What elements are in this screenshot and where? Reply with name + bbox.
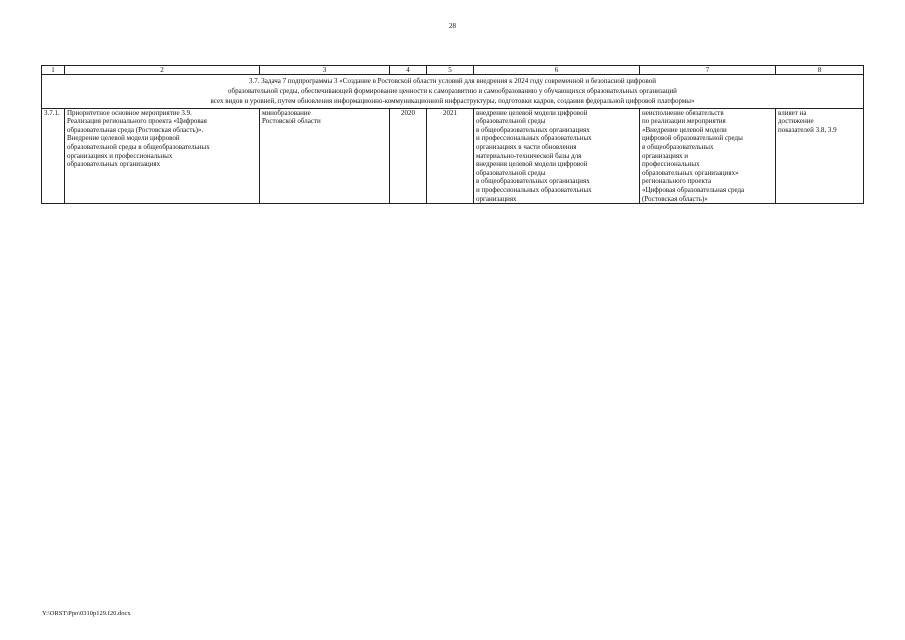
column-number: 5 [427,66,474,75]
expected-result: внедрение целевой модели цифровой образовательной среды в общеобразовательных организациях и профессиональных образовательных организациях в части обновления материально-технической базы для внедрения целевой модели цифровой образовательной среды в общеобразовательных организациях и профессиональных образовательных организациях [476,108,592,203]
consequences: неисполнение обязательств по реализации мероприятия «Внедрение целевой модели цифровой образовательной среды в общеобразовательных организациях и профессиональных образовательных организациях» регионального проекта «Цифровая образовательная среда (Ростовская область)» [642,108,745,203]
document-path: Y:\ORST\Ppo\0310p129.f20.docx [42,610,131,617]
start-year: 2020 [401,108,415,117]
column-number: 6 [474,66,640,75]
column-number: 2 [65,66,260,75]
indicator-link: влияет на достижение показателей 3.8, 3.9 [778,108,837,134]
column-number: 4 [390,66,427,75]
column-number-row [42,66,864,75]
task-heading-text: 3.7. Задача 7 подпрограммы 3 «Создание в Ростовской области условий для внедрения к 2024 году современной и безопасной цифровой образовательной среды, обеспечивающей формирование ценности к саморазвитию и самообразованию у обучающихся образовательных организаций всех видов и уровней, путем обновления информационно-коммуникационной инфраструктуры, подготовки кадров, создания федеральной цифровой платформы» [210,77,695,106]
table-row [42,108,864,204]
task-heading-row [42,75,864,109]
executor: минобразование Ростовской области [262,108,321,126]
end-year: 2021 [443,108,457,117]
measures-table [41,65,864,204]
column-number: 7 [640,66,776,75]
page-number: 28 [449,22,456,30]
event-name: Приоритетное основное мероприятие 3.9. Реализация регионального проекта «Цифровая образовательная среда (Ростовская область)». Внедрение целевой модели цифровой образовательной среды в общеобразовательных организациях и профессиональных образовательных организациях [67,108,210,169]
column-number: 3 [260,66,390,75]
column-number: 1 [42,66,65,75]
row-number: 3.7.1. [44,108,60,117]
column-number: 8 [776,66,864,75]
